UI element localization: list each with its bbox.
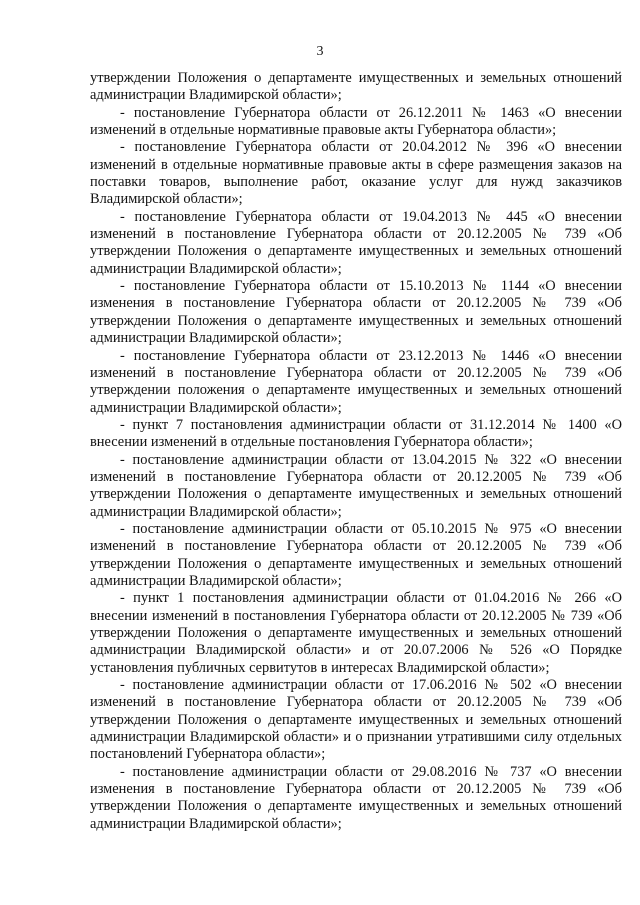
document-paragraph: - постановление Губернатора области от 20.04.2012 № 396 «О внесении изменений в отдельные нормативные правовые акты в сфере размещения заказов на поставки товаров, выполнение работ, оказание услуг для нужд заказчиков Владимирской области»; [90, 139, 622, 208]
document-paragraph: - постановление Губернатора области от 23.12.2013 № 1446 «О внесении изменений в постановление Губернатора области от 20.12.2005 № 739 «Об утверждении положения о департаменте имущественных и земельных отношений администрации Владимирской области»; [90, 347, 622, 416]
document-paragraph: - постановление администрации области от 13.04.2015 № 322 «О внесении изменений в постановление Губернатора области от 20.12.2005 № 739 «Об утверждении Положения о департаменте имущественных и земельных отношений администрации Владимирской области»; [90, 451, 622, 520]
document-paragraph: - постановление Губернатора области от 19.04.2013 № 445 «О внесении изменений в постановление Губернатора области от 20.12.2005 № 739 «Об утверждении Положения о департаменте имущественных и земельных отношений администрации Владимирской области»; [90, 208, 622, 277]
document-paragraph: утверждении Положения о департаменте имущественных и земельных отношений администрации Владимирской области»; [90, 70, 622, 104]
document-paragraph: - пункт 7 постановления администрации области от 31.12.2014 № 1400 «О внесении изменений в отдельные постановления Губернатора области»; [90, 416, 622, 451]
document-body [90, 70, 622, 833]
page-number: 3 [316, 44, 324, 59]
document-paragraph: - постановление Губернатора области от 26.12.2011 № 1463 «О внесении изменений в отдельные нормативные правовые акты Губернатора области»; [90, 104, 622, 139]
document-paragraph: - пункт 1 постановления администрации области от 01.04.2016 № 266 «О внесении изменений в постановления Губернатора области от 20.12.2005 № 739 «Об утверждении Положения о департаменте имущественных и земельных отношений администрации Владимирской области» и от 20.07.2006 № 526 «О Порядке установления публичных сервитутов в интересах Владимирской области»; [90, 590, 622, 676]
document-paragraph: - постановление администрации области от 17.06.2016 № 502 «О внесении изменений в постановление Губернатора области от 20.12.2005 № 739 «Об утверждении Положения о департаменте имущественных и земельных отношений администрации Владимирской области» и о признании утратившими силу отдельных постановлений Губернатора области»; [90, 677, 622, 763]
document-paragraph: - постановление администрации области от 29.08.2016 № 737 «О внесении изменения в постановление Губернатора области от 20.12.2005 № 739 «Об утверждении Положения о департаменте имущественных и земельных отношений администрации Владимирской области»; [90, 763, 622, 832]
document-paragraph: - постановление Губернатора области от 15.10.2013 № 1144 «О внесении изменения в постановление Губернатора области от 20.12.2005 № 739 «Об утверждении Положения о департаменте имущественных и земельных отношений администрации Владимирской области»; [90, 278, 622, 347]
document-paragraph: - постановление администрации области от 05.10.2015 № 975 «О внесении изменений в постановление Губернатора области от 20.12.2005 № 739 «Об утверждении Положения о департаменте имущественных и земельных отношений администрации Владимирской области»; [90, 520, 622, 589]
